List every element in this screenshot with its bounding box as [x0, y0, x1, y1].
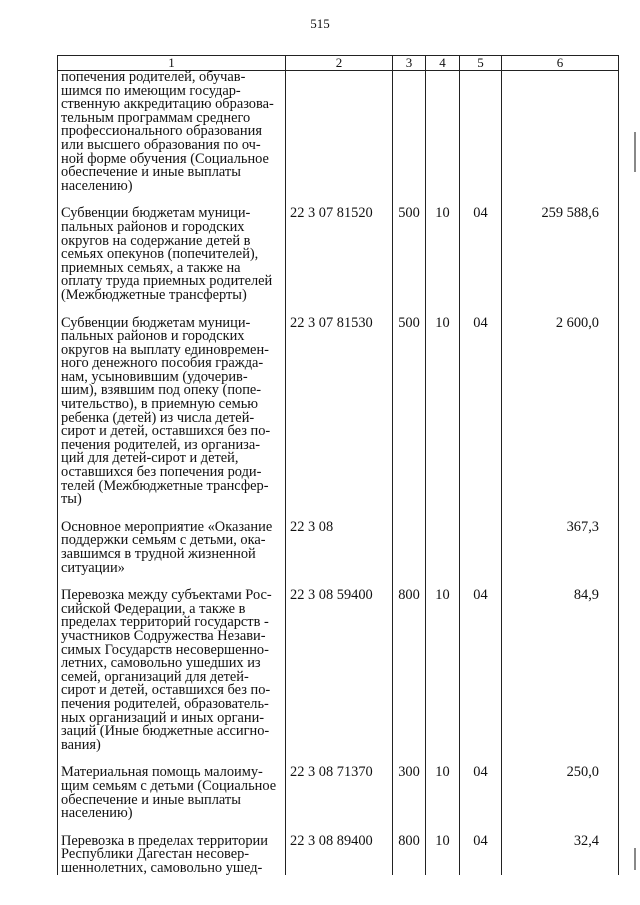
- expense-type-cell: [393, 521, 426, 575]
- spacer-cell: [502, 752, 619, 766]
- page-number: 515: [310, 16, 330, 31]
- table-row: [58, 589, 619, 752]
- expense-type-cell: 800: [393, 835, 426, 876]
- spacer-cell: [502, 575, 619, 589]
- table-body: [58, 71, 619, 876]
- section-cell: 10: [426, 835, 460, 876]
- table-row: [58, 317, 619, 507]
- classification-code-cell: 22 3 08 71370: [286, 766, 393, 820]
- amount-cell: 84,9: [502, 589, 619, 752]
- spacer-cell: [426, 507, 460, 521]
- item-name-cell: [58, 314, 286, 508]
- item-name-line: пределах территорий государств -: [61, 614, 269, 631]
- item-name-cell: [58, 71, 286, 194]
- subsection-cell: 04: [460, 207, 502, 302]
- item-name-line: шим), взявшим под опеку (попе-: [61, 382, 262, 399]
- table-row: [58, 835, 619, 876]
- subsection-cell: 04: [460, 835, 502, 876]
- expense-type-cell: 300: [393, 766, 426, 820]
- item-name-line: населению): [61, 177, 133, 194]
- classification-code-cell: 22 3 07 81520: [286, 207, 393, 302]
- item-name-line: симых Государств несовершенно-: [61, 641, 269, 658]
- item-name-line: ных организаций и иных органи-: [61, 709, 265, 726]
- table-row: [58, 71, 619, 194]
- item-name-line: округов на содержание детей в: [61, 232, 251, 249]
- item-name-line: Материальная помощь малоиму-: [61, 764, 263, 781]
- item-name-cell: [58, 207, 286, 302]
- column-header-3: 3: [393, 56, 426, 71]
- item-name-line: или высшего образования по оч-: [61, 136, 261, 153]
- item-name-line: телей (Межбюджетные трансфер-: [61, 477, 269, 494]
- item-name-line: летних, самовольно ушедших из: [61, 655, 261, 672]
- subsection-cell: 04: [460, 317, 502, 507]
- item-name-line: ственную аккредитацию образова-: [61, 96, 274, 113]
- item-name-line: ного денежного пособия гражда-: [61, 355, 264, 372]
- item-name-line: завшимся в трудной жизненной: [61, 546, 256, 562]
- section-cell: 10: [426, 589, 460, 752]
- item-name-line: сирот и детей, оставшихся без по-: [61, 682, 271, 699]
- column-header-5: 5: [460, 56, 502, 71]
- subsection-cell: 04: [460, 589, 502, 752]
- item-name-line: ты): [61, 491, 82, 508]
- classification-code-cell: 22 3 08 59400: [286, 589, 393, 752]
- item-name-line: населению): [61, 805, 133, 822]
- item-name-line: обеспечение и иные выплаты: [61, 791, 241, 808]
- item-name-line: Субвенции бюджетам муници-: [61, 314, 251, 331]
- expense-type-cell: 500: [393, 317, 426, 507]
- item-name-line: шимся по имеющим государ-: [61, 82, 241, 99]
- amount-cell: 259 588,6: [502, 207, 619, 302]
- spacer-cell: [502, 821, 619, 835]
- item-name-line: ребенка (детей) из числа детей-: [61, 409, 255, 426]
- item-name-line: нам, усыновившим (удочерив-: [61, 368, 248, 385]
- amount-cell: 32,4: [502, 835, 619, 876]
- spacer-cell: [502, 507, 619, 521]
- item-name-line: семей, организаций для детей-: [61, 668, 249, 685]
- expense-type-cell: [393, 71, 426, 194]
- table-row: [58, 207, 619, 302]
- item-name-line: обеспечение и иные выплаты: [61, 164, 241, 181]
- item-name-line: пальных районов и городских: [61, 328, 245, 345]
- expense-type-cell: 500: [393, 207, 426, 302]
- item-name-line: оставшихся без попечения роди-: [61, 464, 262, 481]
- item-name-line: пальных районов и городских: [61, 218, 245, 235]
- item-name-line: поддержки семьям с детьми, ока-: [61, 532, 266, 549]
- budget-table: [57, 55, 619, 875]
- spacer-cell: [460, 507, 502, 521]
- section-cell: [426, 71, 460, 194]
- spacer-cell: [393, 507, 426, 521]
- subsection-cell: [460, 71, 502, 194]
- item-name-cell: [58, 518, 286, 576]
- classification-code-cell: 22 3 07 81530: [286, 317, 393, 507]
- item-name-cell: [58, 589, 286, 752]
- item-name-cell: [58, 766, 286, 820]
- item-name-line: вания): [61, 736, 101, 753]
- item-name-line: участников Содружества Незави-: [61, 627, 266, 644]
- section-cell: 10: [426, 317, 460, 507]
- item-name-line: профессионального образования: [61, 123, 262, 140]
- item-name-line: приемных семьях, а также на: [61, 259, 241, 276]
- item-name-line: шеннолетних, самовольно ушед-: [61, 859, 263, 876]
- amount-cell: 2 600,0: [502, 317, 619, 507]
- scan-mark-top: [634, 132, 636, 172]
- classification-code-cell: [286, 71, 393, 194]
- item-name-line: (Межбюджетные трансферты): [61, 286, 247, 303]
- item-name-line: Республики Дагестан несовер-: [61, 846, 250, 863]
- item-name-line: тельным программам среднего: [61, 109, 251, 126]
- item-name-line: Субвенции бюджетам муници-: [61, 205, 251, 222]
- scan-mark-bottom: [634, 848, 636, 870]
- column-header-1: 1: [58, 56, 286, 71]
- item-name-line: заций (Иные бюджетные ассигно-: [61, 723, 270, 740]
- amount-cell: 250,0: [502, 766, 619, 820]
- column-header-4: 4: [426, 56, 460, 71]
- item-name-line: попечения родителей, обучав-: [61, 69, 246, 85]
- item-name-line: ситуации»: [61, 559, 125, 576]
- item-name-line: печения родителей, образователь-: [61, 695, 269, 712]
- item-name-line: семьях опекунов (попечителей),: [61, 246, 259, 263]
- section-cell: [426, 521, 460, 575]
- table-row: [58, 766, 619, 820]
- item-name-line: Перевозка между субъектами Рос-: [61, 587, 272, 604]
- column-header-6: 6: [502, 56, 619, 71]
- item-name-line: ций для детей-сирот и детей,: [61, 450, 239, 467]
- item-name-line: округов на выплату единовремен-: [61, 341, 269, 358]
- item-name-line: сирот и детей, оставшихся без по-: [61, 423, 271, 440]
- column-header-2: 2: [286, 56, 393, 71]
- item-name-line: Перевозка в пределах территории: [61, 832, 268, 849]
- amount-cell: [502, 71, 619, 194]
- item-name-line: щим семьям с детьми (Социальное: [61, 777, 277, 794]
- item-name-line: сийской Федерации, а также в: [61, 600, 246, 617]
- expense-type-cell: 800: [393, 589, 426, 752]
- item-name-cell: [58, 832, 286, 876]
- section-cell: 10: [426, 207, 460, 302]
- item-name-line: чительство), в приемную семью: [61, 396, 259, 413]
- section-cell: 10: [426, 766, 460, 820]
- subsection-cell: [460, 521, 502, 575]
- classification-code-cell: 22 3 08: [286, 521, 393, 575]
- item-name-line: печения родителей, из организа-: [61, 436, 261, 453]
- item-name-line: ной форме обучения (Социальное: [61, 150, 269, 167]
- item-name-line: Основное мероприятие «Оказание: [61, 518, 273, 535]
- classification-code-cell: 22 3 08 89400: [286, 835, 393, 876]
- item-name-line: оплату труда приемных родителей: [61, 273, 273, 290]
- amount-cell: 367,3: [502, 521, 619, 575]
- subsection-cell: 04: [460, 766, 502, 820]
- table-row: [58, 521, 619, 575]
